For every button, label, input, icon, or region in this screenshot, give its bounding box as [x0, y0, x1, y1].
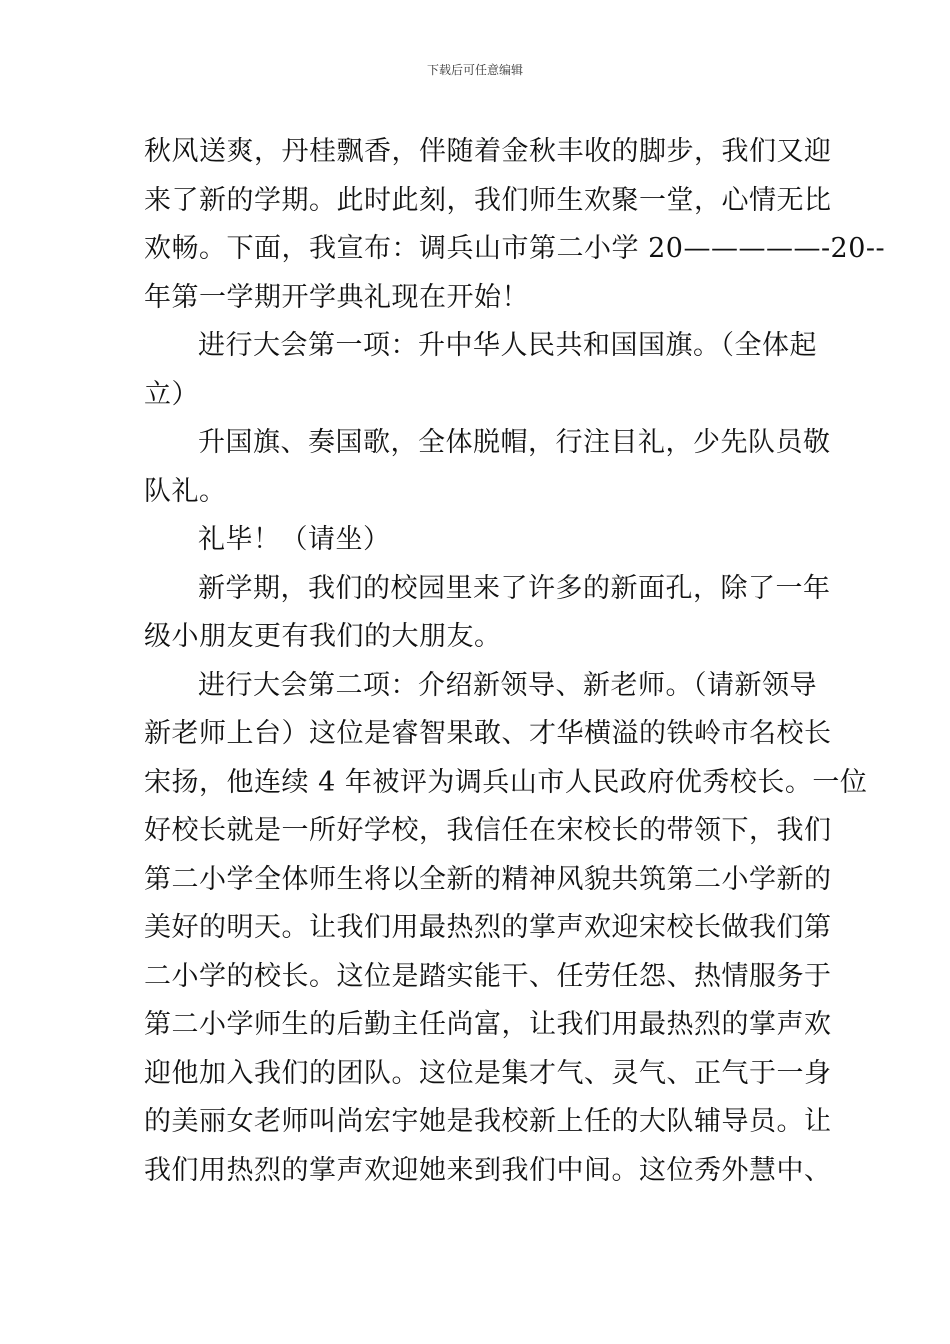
text-line: 欢畅。下面，我宣布：调兵山市第二小学 20—————-20-- [144, 233, 886, 264]
text-line: 第二小学全体师生将以全新的精神风貌共筑第二小学新的 [144, 863, 832, 895]
text-line: 第二小学师生的后勤主任尚富，让我们用最热烈的掌声欢 [144, 1009, 832, 1040]
document-body [144, 128, 886, 1195]
text-line: 立） [144, 378, 199, 410]
text-line: 升国旗、奏国歌，全体脱帽，行注目礼，少先队员敬 [198, 427, 831, 458]
text-line: 新学期，我们的校园里来了许多的新面孔，除了一年 [198, 572, 831, 604]
text-line: 二小学的校长。这位是踏实能干、任劳任怨、热情服务于 [144, 960, 832, 992]
text-line: 进行大会第二项：介绍新领导、新老师。（请新领导 [198, 669, 817, 701]
text-line: 新老师上台）这位是睿智果敢、才华横溢的铁岭市名校长 [144, 718, 832, 749]
text-line: 秋风送爽，丹桂飘香，伴随着金秋丰收的脚步，我们又迎 [144, 136, 832, 167]
text-line: 来了新的学期。此时此刻，我们师生欢聚一堂，心情无比 [144, 184, 832, 216]
text-line: 好校长就是一所好学校，我信任在宋校长的带领下，我们 [144, 815, 832, 846]
text-line: 宋扬，他连续 4 年被评为调兵山市人民政府优秀校长。一位 [144, 766, 868, 798]
text-line: 年第一学期开学典礼现在开始！ [144, 281, 529, 313]
text-line: 迎他加入我们的团队。这位是集才气、灵气、正气于一身 [144, 1057, 832, 1089]
text-line: 的美丽女老师叫尚宏宇她是我校新上任的大队辅导员。让 [144, 1106, 832, 1137]
text-line: 队礼。 [144, 475, 227, 507]
text-line: 美好的明天。让我们用最热烈的掌声欢迎宋校长做我们第 [144, 912, 832, 943]
text-line: 礼毕！（请坐） [198, 524, 391, 555]
text-line: 进行大会第一项：升中华人民共和国国旗。（全体起 [198, 330, 817, 361]
page-header-note: 下载后可任意编辑 [426, 63, 523, 77]
text-line: 级小朋友更有我们的大朋友。 [144, 621, 502, 652]
text-line: 我们用热烈的掌声欢迎她来到我们中间。这位秀外慧中、 [144, 1154, 832, 1186]
